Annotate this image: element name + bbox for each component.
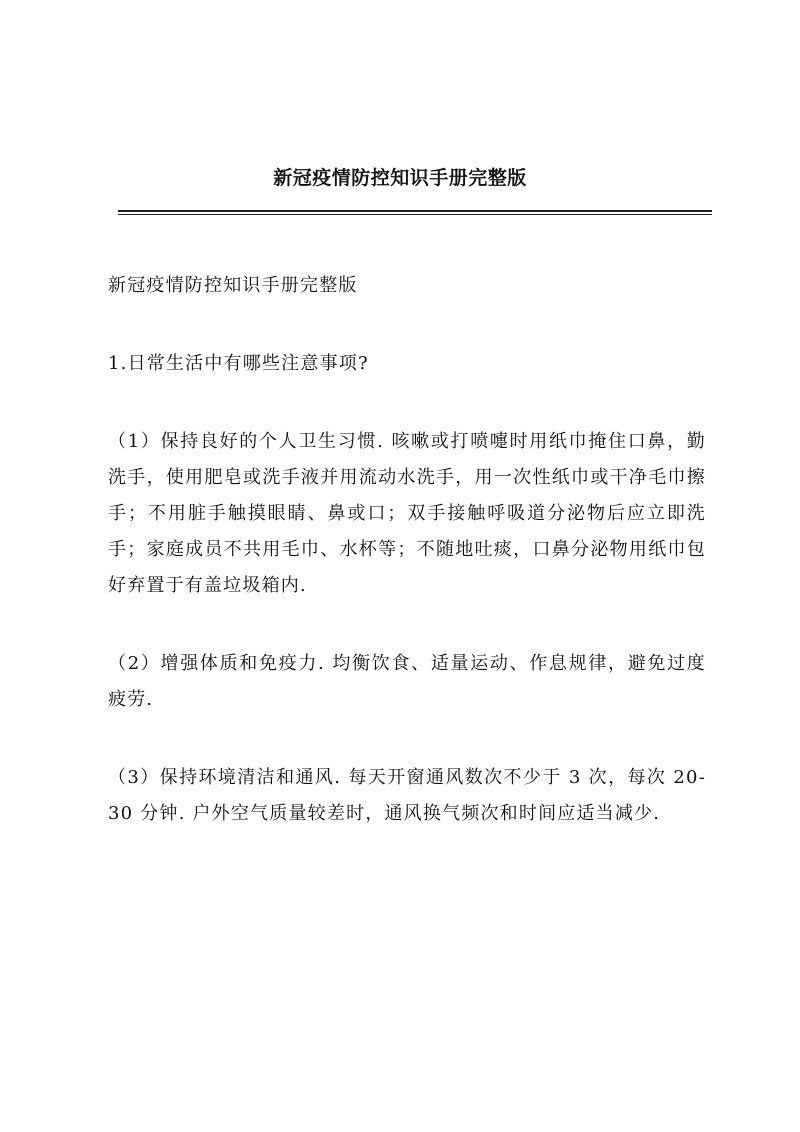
paragraph-hygiene: （1）保持良好的个人卫生习惯. 咳嗽或打喷嚏时用纸巾掩住口鼻，勤洗手，使用肥皂或洗手液并用流动水洗手，用一次性纸巾或干净毛巾擦手；不用脏手触摸眼睛、鼻或口；双手接触呼吸道分泌物后应立即洗手；家庭成员不共用毛巾、水杯等；不随地吐痰，口鼻分泌物用纸巾包好弃置于有盖垃圾箱内. (108, 431, 706, 596)
header-divider (118, 210, 712, 215)
paragraph-immunity: （2）增强体质和免疫力. 均衡饮食、适量运动、作息规律，避免过度疲劳. (108, 653, 706, 710)
header-title: 新冠疫情防控知识手册完整版 (273, 167, 527, 189)
paragraph-ventilation: （3）保持环境清洁和通风. 每天开窗通风数次不少于 3 次，每次 20-30 分钟. 户外空气质量较差时，通风换气频次和时间应适当减少. (108, 767, 706, 824)
question-heading: 1.日常生活中有哪些注意事项? (108, 353, 369, 374)
document-title: 新冠疫情防控知识手册完整版 (108, 275, 358, 296)
document-body (108, 268, 706, 874)
